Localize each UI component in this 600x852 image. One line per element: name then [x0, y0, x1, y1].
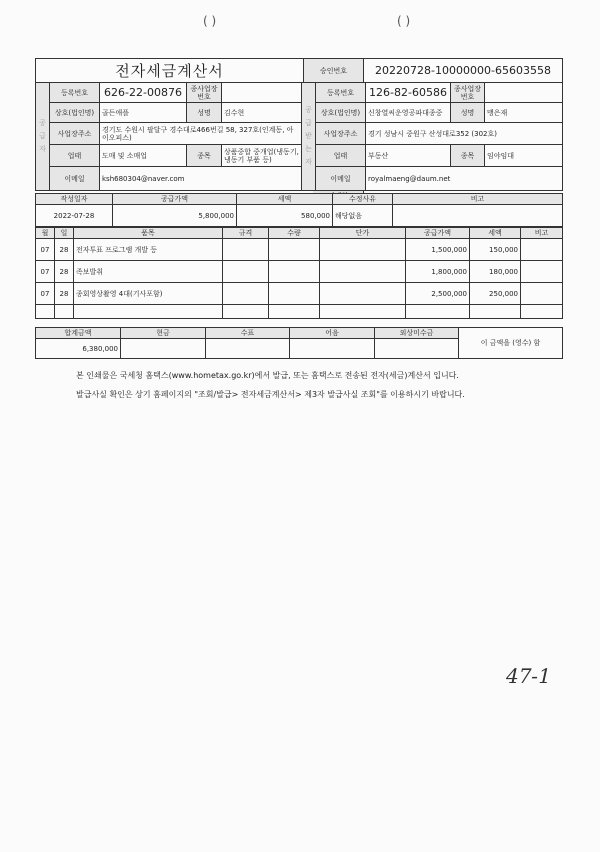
col-spec: 규격 [223, 228, 269, 239]
supplier-name: 골든애플 [100, 103, 187, 123]
receiver-addr: 경기 성남시 중원구 산성대로352 (302호) [366, 123, 563, 145]
item-price [320, 239, 406, 261]
total-amount: 6,380,000 [36, 339, 121, 359]
table-row [36, 239, 563, 261]
col-day: 일 [55, 228, 74, 239]
supplier-type-label: 업태 [50, 145, 100, 167]
item-day: 28 [55, 283, 74, 305]
col-tax: 세액 [470, 228, 521, 239]
date-label: 작성일자 [36, 194, 113, 205]
supplier-email-label: 이메일 [50, 167, 100, 191]
col-qty: 수량 [269, 228, 320, 239]
total-label: 합계금액 [36, 328, 121, 339]
receiver-email2-label: 이메일 [313, 191, 364, 202]
receiver-email: royalmaeng@daum.net [366, 167, 563, 191]
total-tax: 580,000 [237, 205, 333, 227]
supplier-type: 도매 및 소매업 [100, 145, 187, 167]
item-name: 종회영상촬영 4대(기사포함) [74, 283, 223, 305]
col-name: 품목 [74, 228, 223, 239]
tax-label: 세액 [237, 194, 333, 205]
invoice-title: 전자세금계산서 [36, 59, 304, 83]
totals-table [35, 327, 563, 359]
supplier-item-label: 종목 [187, 145, 222, 167]
item-month: 07 [36, 239, 55, 261]
item-tax: 150,000 [470, 239, 521, 261]
col-price: 단가 [320, 228, 406, 239]
item-qty [269, 261, 320, 283]
supplier-reg-label: 등록번호 [50, 83, 100, 103]
note-label: 어음 [290, 328, 375, 339]
item-remark [521, 261, 563, 283]
supplier-rep: 김수현 [222, 103, 302, 123]
item-tax: 250,000 [470, 283, 521, 305]
cash-amount [121, 339, 206, 359]
receipt-text: 이 금액을 (영수) 함 [459, 328, 563, 359]
table-row [36, 283, 563, 305]
supplier-sub-value [222, 83, 302, 103]
items-header-row [36, 228, 563, 239]
item-qty [269, 283, 320, 305]
receiver-item: 임야임대 [485, 145, 563, 167]
receiver-addr-label: 사업장주소 [316, 123, 366, 145]
receiver-email-label: 이메일 [316, 167, 366, 191]
supplier-addr: 경기도 수원시 팔달구 경수대로466번길 58, 327호(인계동, 아이오피스) [100, 123, 302, 145]
col-month: 월 [36, 228, 55, 239]
table-row-empty [36, 305, 563, 319]
approval-number: 20220728-10000000-65603558 [364, 59, 563, 83]
items-table [35, 227, 563, 319]
supplier-email: ksh680304@naver.com [100, 167, 302, 191]
col-remark: 비고 [521, 228, 563, 239]
receiver-sub-value [485, 83, 563, 103]
top-mark-left: ( ) [203, 14, 217, 28]
receiver-sub-label: 종사업장번호 [451, 83, 485, 103]
item-name: 족보발취 [74, 261, 223, 283]
receiver-rep-label: 성명 [451, 103, 485, 123]
supplier-sub-label: 종사업장번호 [187, 83, 222, 103]
note-line-2: 발급사실 확인은 상기 홈페이지의 "조회/발급> 전자세금계산서> 제3자 발급사실 조회"를 이용하시기 바랍니다. [76, 390, 465, 399]
item-remark [521, 283, 563, 305]
handwritten-page-mark: 47-1 [503, 664, 554, 688]
supplier-name-label: 상호(법인명) [50, 103, 100, 123]
summary-table [35, 193, 563, 227]
parties-table [35, 82, 563, 191]
receiver-rep: 맹은재 [485, 103, 563, 123]
approval-label: 승인번호 [304, 59, 364, 83]
remark-label: 비고 [393, 194, 563, 205]
credit-label: 외상미수금 [375, 328, 459, 339]
total-supply: 5,800,000 [113, 205, 237, 227]
receiver-type-label: 업태 [316, 145, 366, 167]
table-row [36, 261, 563, 283]
item-supply: 1,800,000 [406, 261, 470, 283]
receiver-side-label: 공급받는자 [302, 83, 316, 191]
title-table [35, 58, 563, 83]
supplier-reg-number: 626-22-00876 [100, 83, 187, 103]
item-price [320, 261, 406, 283]
top-mark-right: ( ) [397, 14, 411, 28]
receiver-type: 부동산 [366, 145, 451, 167]
credit-amount [375, 339, 459, 359]
supplier-rep-label: 성명 [187, 103, 222, 123]
cash-label: 현금 [121, 328, 206, 339]
receiver-reg-label: 등록번호 [316, 83, 366, 103]
item-spec [223, 283, 269, 305]
item-tax: 180,000 [470, 261, 521, 283]
receiver-name-label: 상호(법인명) [316, 103, 366, 123]
item-qty [269, 239, 320, 261]
item-month: 07 [36, 283, 55, 305]
check-label: 수표 [206, 328, 290, 339]
item-month: 07 [36, 261, 55, 283]
note-line-1: 본 인쇄물은 국세청 홈택스(www.hometax.go.kr)에서 발급, 또는 홈택스로 전송된 전자(세금)계산서 입니다. [76, 371, 459, 380]
reason-label: 수정사유 [333, 194, 393, 205]
item-day: 28 [55, 261, 74, 283]
issue-date: 2022-07-28 [36, 205, 113, 227]
receiver-reg-number: 126-82-60586 [366, 83, 451, 103]
item-supply: 2,500,000 [406, 283, 470, 305]
check-amount [206, 339, 290, 359]
supplier-item: 상품중합 중개업(냉동기, 냉동기 부품 등) [222, 145, 302, 167]
item-day: 28 [55, 239, 74, 261]
item-remark [521, 239, 563, 261]
item-price [320, 283, 406, 305]
item-spec [223, 261, 269, 283]
col-supply: 공급가액 [406, 228, 470, 239]
note-amount [290, 339, 375, 359]
item-supply: 1,500,000 [406, 239, 470, 261]
supplier-side-label: 공급자 [36, 83, 50, 191]
item-name: 전자투표 프로그램 개발 등 [74, 239, 223, 261]
receiver-item-label: 종목 [451, 145, 485, 167]
item-spec [223, 239, 269, 261]
supplier-addr-label: 사업장주소 [50, 123, 100, 145]
receiver-name: 신창열씨운영공파대종중 [366, 103, 451, 123]
remark-value [393, 205, 563, 227]
supply-label: 공급가액 [113, 194, 237, 205]
modify-reason: 해당없음 [333, 205, 393, 227]
